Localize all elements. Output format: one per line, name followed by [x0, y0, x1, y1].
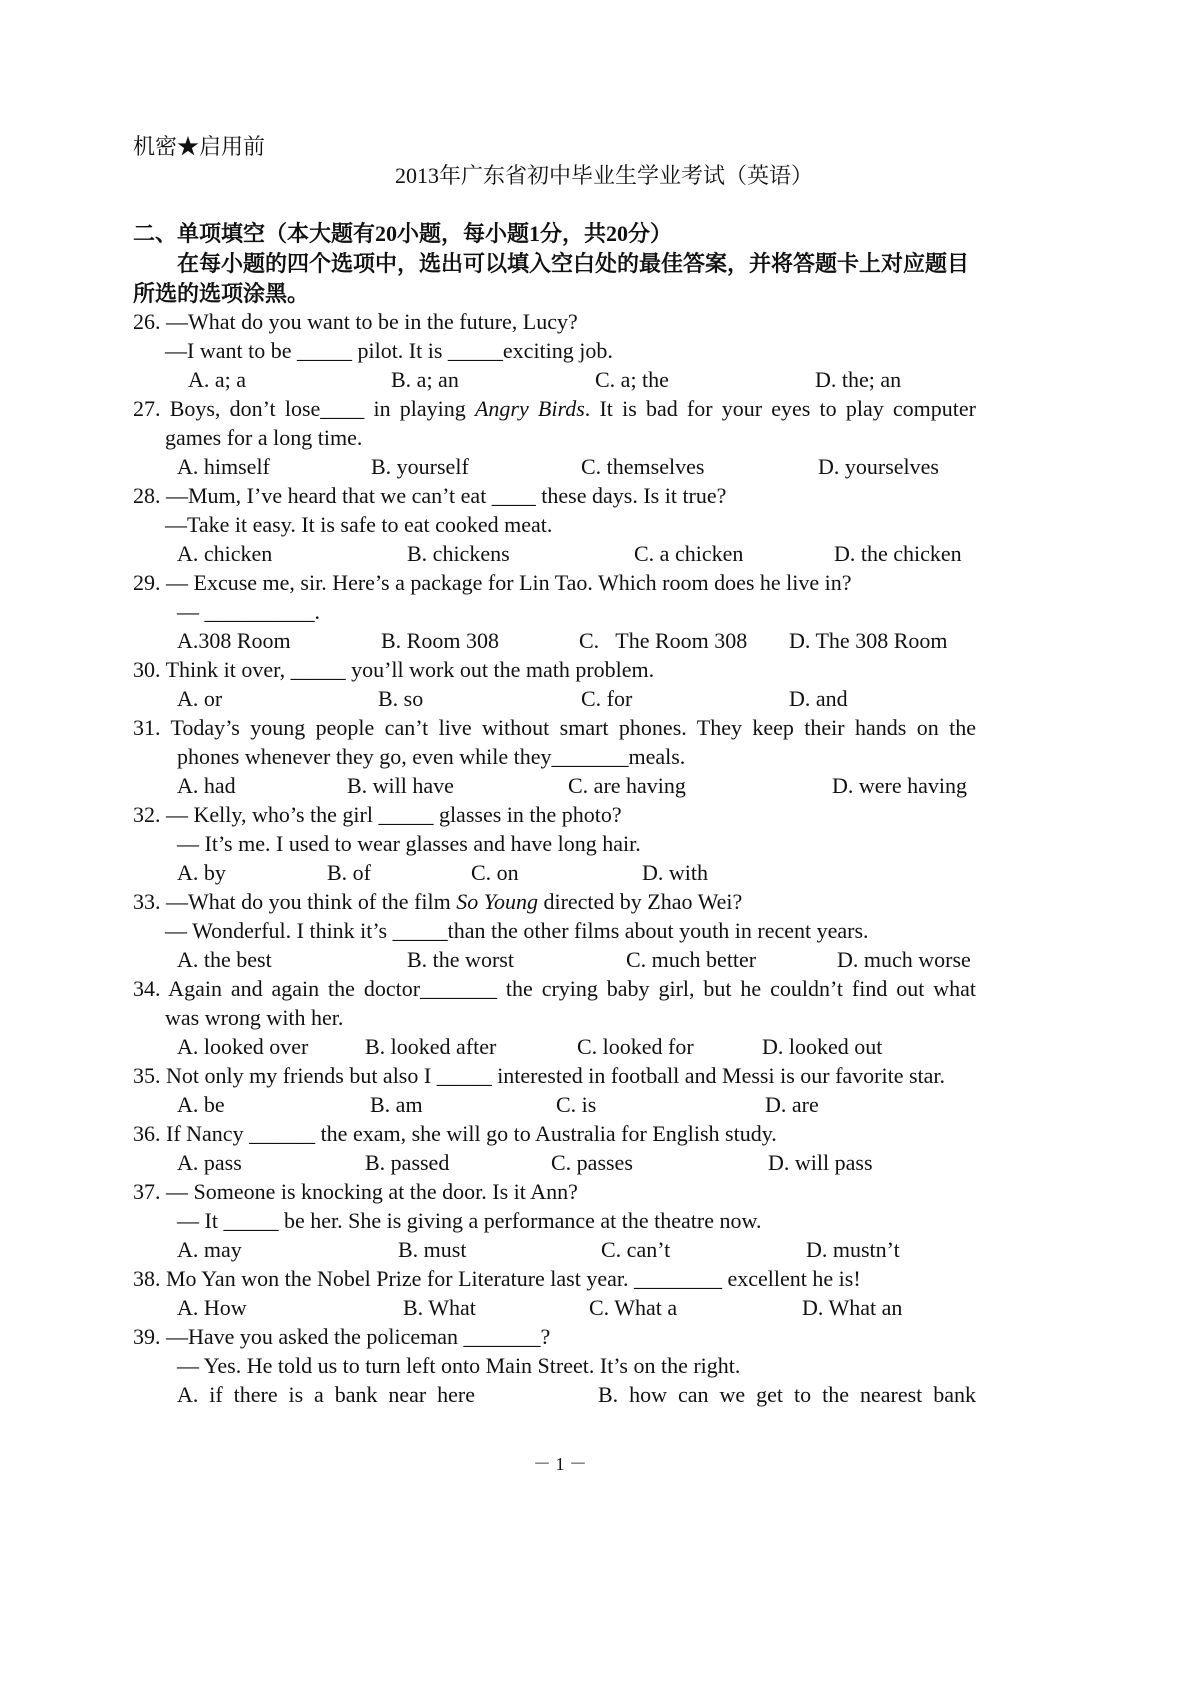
option-c: C. passes: [551, 1150, 633, 1175]
option-c: C. are having: [568, 773, 686, 798]
stem-italic: Angry Birds: [474, 396, 585, 421]
option-a: A. How: [177, 1295, 247, 1320]
option-c: C. a chicken: [634, 541, 744, 566]
option-d: D. and: [789, 686, 848, 711]
question-stem: 35. Not only my friends but also I _____ interested in football and Messi is our favorite star.: [133, 1063, 946, 1088]
option-b: B. so: [378, 686, 424, 711]
option-b: B. What: [403, 1295, 476, 1320]
option-d: D. much worse: [837, 947, 971, 972]
question-stem: — __________.: [177, 599, 320, 624]
option-b: B. looked after: [365, 1034, 497, 1059]
option-b: B. how can we get to the nearest bank: [598, 1382, 976, 1407]
option-a: A. by: [177, 860, 226, 885]
question-stem: — It’s me. I used to wear glasses and have long hair.: [177, 831, 641, 856]
stem-part: 33. —What do you think of the film: [133, 889, 457, 914]
option-c: C. The Room 308: [579, 628, 748, 653]
option-d: D. What an: [802, 1295, 903, 1320]
question-stem: 37. — Someone is knocking at the door. Is it Ann?: [133, 1179, 578, 1204]
option-a: A. be: [177, 1092, 225, 1117]
question-stem: 30. Think it over, _____ you’ll work out the math problem.: [133, 657, 655, 682]
option-c: C. for: [581, 686, 633, 711]
option-a: A. the best: [177, 947, 272, 972]
option-c: C. a; the: [595, 367, 669, 392]
option-c: C. looked for: [577, 1034, 694, 1059]
option-d: D. The 308 Room: [789, 628, 948, 653]
question-stem: [133, 888, 742, 916]
question-stem: 39. —Have you asked the policeman _______?: [133, 1324, 551, 1349]
option-b: B. the worst: [407, 947, 514, 972]
option-d: D. are: [765, 1092, 819, 1117]
option-a: A. may: [177, 1237, 242, 1262]
option-a: A.308 Room: [177, 628, 291, 653]
question-stem: [133, 395, 976, 423]
stem-italic: So Young: [456, 889, 538, 914]
option-a: A. had: [177, 773, 236, 798]
option-a: A. pass: [177, 1150, 242, 1175]
option-d: D. mustn’t: [806, 1237, 900, 1262]
question-stem: games for a long time.: [165, 425, 363, 450]
option-d: D. yourselves: [818, 454, 939, 479]
option-c: C. much better: [626, 947, 757, 972]
question-stem: 28. —Mum, I’ve heard that we can’t eat ____ these days. Is it true?: [133, 483, 727, 508]
option-a: A. chicken: [177, 541, 273, 566]
option-c: C. can’t: [601, 1237, 671, 1262]
option-b: B. a; an: [391, 367, 459, 392]
option-a: A. or: [177, 686, 223, 711]
section-heading: 二、单项填空（本大题有20小题，每小题1分，共20分）: [133, 221, 673, 246]
option-b: B. of: [327, 860, 371, 885]
question-stem: was wrong with her.: [165, 1005, 344, 1030]
option-a: A. himself: [177, 454, 270, 479]
option-d: D. the chicken: [834, 541, 962, 566]
question-stem: 38. Mo Yan won the Nobel Prize for Literature last year. ________ excellent he is!: [133, 1266, 861, 1291]
option-a: A. looked over: [177, 1034, 309, 1059]
option-a: A. if there is a bank near here: [177, 1382, 475, 1407]
option-b: B. am: [370, 1092, 423, 1117]
secret-label: 机密★启用前: [133, 134, 266, 159]
question-stem: 36. If Nancy ______ the exam, she will go to Australia for English study.: [133, 1121, 777, 1146]
option-a: A. a; a: [188, 367, 247, 392]
option-d: D. will pass: [768, 1150, 873, 1175]
option-b: B. chickens: [407, 541, 510, 566]
option-d: D. were having: [832, 773, 968, 798]
option-b: B. yourself: [371, 454, 469, 479]
section-instruction: 在每小题的四个选项中，选出可以填入空白处的最佳答案，并将答题卡上对应题目: [177, 251, 970, 276]
section-instruction-cont: 所选的选项涂黑。: [133, 281, 310, 306]
option-c: C. What a: [589, 1295, 678, 1320]
exam-title: 2013年广东省初中毕业生学业考试（英语）: [395, 163, 814, 188]
option-c: C. on: [471, 860, 519, 885]
question-stem: 26. —What do you want to be in the future, Lucy?: [133, 309, 578, 334]
question-stem: 29. — Excuse me, sir. Here’s a package for Lin Tao. Which room does he live in?: [133, 570, 852, 595]
option-d: D. looked out: [762, 1034, 883, 1059]
stem-part: . It is bad for your eyes to play computer: [584, 396, 976, 421]
question-stem: — It _____ be her. She is giving a performance at the theatre now.: [177, 1208, 762, 1233]
page-number: － 1 －: [533, 1454, 587, 1474]
question-stem: —I want to be _____ pilot. It is _____exciting job.: [165, 338, 613, 363]
option-b: B. passed: [365, 1150, 450, 1175]
option-b: B. must: [398, 1237, 467, 1262]
question-stem: — Yes. He told us to turn left onto Main Street. It’s on the right.: [177, 1353, 741, 1378]
question-stem: —Take it easy. It is safe to eat cooked meat.: [165, 512, 553, 537]
option-d: D. the; an: [815, 367, 902, 392]
question-stem: — Wonderful. I think it’s _____than the other films about youth in recent years.: [165, 918, 869, 943]
question-stem: 34. Again and again the doctor_______ the crying baby girl, but he couldn’t find out what: [133, 976, 976, 1001]
stem-part: directed by Zhao Wei?: [537, 889, 743, 914]
option-c: C. is: [556, 1092, 597, 1117]
option-b: B. will have: [347, 773, 454, 798]
question-stem: 32. — Kelly, who’s the girl _____ glasses in the photo?: [133, 802, 622, 827]
stem-part: 27. Boys, don’t lose____ in playing: [133, 396, 475, 421]
question-stem: 31. Today’s young people can’t live without smart phones. They keep their hands on the: [133, 715, 976, 740]
option-c: C. themselves: [581, 454, 705, 479]
question-stem: phones whenever they go, even while they_______meals.: [177, 744, 686, 769]
option-b: B. Room 308: [381, 628, 499, 653]
option-d: D. with: [642, 860, 708, 885]
